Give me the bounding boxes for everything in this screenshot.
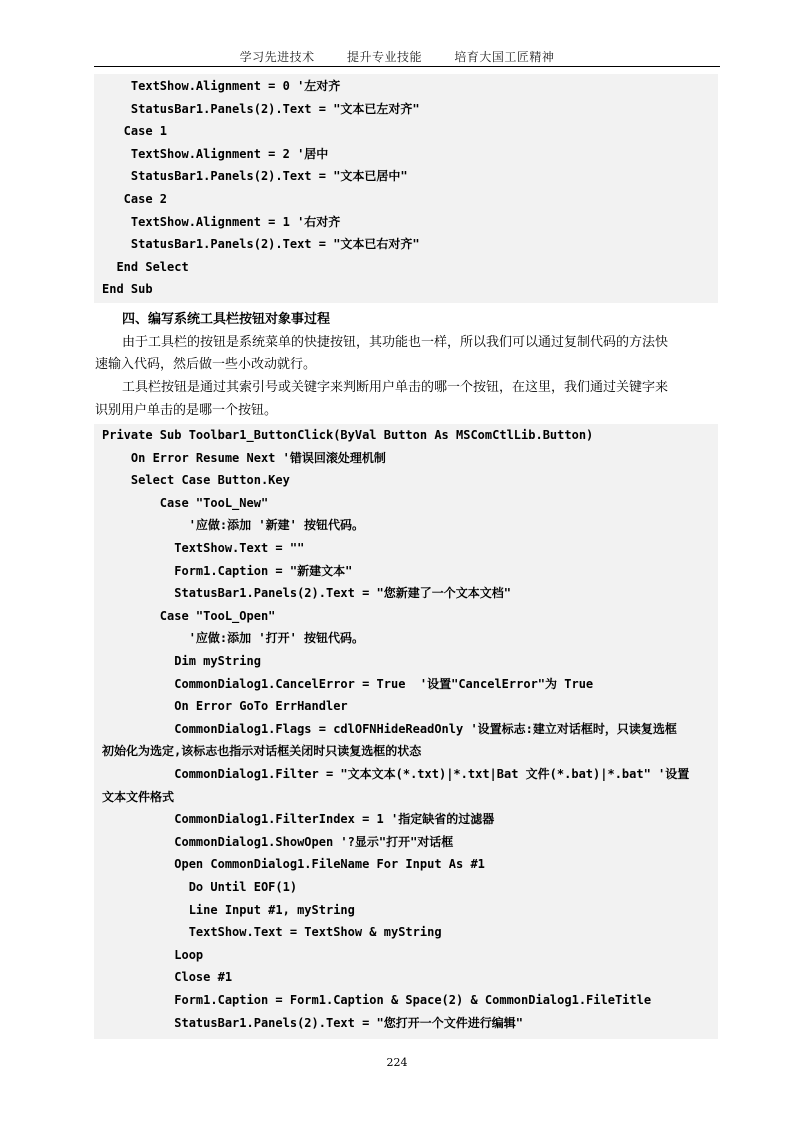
code-line: On Error Resume Next '错误回滚处理机制 [102,450,386,465]
paragraph-1-line-1: 由于工具栏的按钮是系统菜单的快捷按钮，其功能也一样，所以我们可以通过复制代码的方法快 [122,335,669,350]
paragraph-1-line-2: 速输入代码，然后做一些小改动就行。 [95,357,317,372]
code-line: StatusBar1.Panels(2).Text = "您打开一个文件进行编辑" [102,1015,523,1030]
code-block-2 [94,424,718,1039]
code-line: CommonDialog1.ShowOpen '?显示"打开"对话框 [102,834,454,849]
code-block-1 [94,74,718,303]
code-line: CommonDialog1.Flags = cdlOFNHideReadOnly '设置标志:建立对话框时，只读复选框 [102,721,677,736]
code-line: StatusBar1.Panels(2).Text = "文本已居中" [102,169,408,184]
code-line: Line Input #1, myString [102,902,355,917]
page-header [0,48,794,65]
code-line: TextShow.Alignment = 2 '居中 [102,146,329,161]
code-line: Close #1 [102,970,233,985]
code-line: Private Sub Toolbar1_ButtonClick(ByVal Button As MSComCtlLib.Button) [102,428,594,442]
code-line: End Sub [102,282,153,297]
header-item-1: 学习先进技术 [239,50,315,64]
code-line: Open CommonDialog1.FileName For Input As #1 [102,857,485,872]
code-line: Case "TooL_New" [102,495,269,510]
code-line: TextShow.Alignment = 1 '右对齐 [102,214,341,229]
code-line: 初始化为选定,该标志也指示对话框关闭时只读复选框的状态 [102,744,422,759]
code-line: TextShow.Alignment = 0 '左对齐 [102,79,341,93]
code-line: Select Case Button.Key [102,473,290,488]
code-line: 文本文件格式 [102,789,175,804]
code-line: On Error GoTo ErrHandler [102,699,348,714]
paragraph-2-line-2: 识别用户单击的是哪一个按钮。 [95,403,278,418]
code-line: Form1.Caption = "新建文本" [102,563,353,578]
header-item-3: 培育大国工匠精神 [454,50,555,64]
header-item-2: 提升专业技能 [346,50,422,64]
code-line: StatusBar1.Panels(2).Text = "文本已左对齐" [102,101,420,116]
code-line: CommonDialog1.FilterIndex = 1 '指定缺省的过滤器 [102,812,495,827]
code-line: StatusBar1.Panels(2).Text = "您新建了一个文本文档" [102,586,511,601]
section-heading: 四、编写系统工具栏按钮对象事过程 [122,312,331,327]
code-line: CommonDialog1.CancelError = True '设置"CancelError"为 True [102,676,594,691]
code-line: CommonDialog1.Filter = "文本文本(*.txt)|*.txt|Bat 文件(*.bat)|*.bat" '设置 [102,767,690,781]
code-line: Case "TooL_Open" [102,608,276,623]
code-line: Case 2 [102,192,168,206]
code-line: Dim myString [102,654,261,668]
code-line: Case 1 [102,124,168,139]
page-number: 224 [386,1056,408,1069]
code-line: '应做:添加 '新建' 按钮代码。 [102,518,365,533]
code-line: End Select [102,259,189,274]
header-rule [94,66,720,67]
code-line: Loop [102,947,204,962]
code-line: Form1.Caption = Form1.Caption & Space(2) & CommonDialog1.FileTitle [102,993,652,1007]
code-line: StatusBar1.Panels(2).Text = "文本已右对齐" [102,237,420,252]
paragraph-2-line-1: 工具栏按钮是通过其索引号或关键字来判断用户单击的哪一个按钮，在这里，我们通过关键字来 [122,380,669,395]
code-line: '应做:添加 '打开' 按钮代码。 [102,631,365,646]
code-line: TextShow.Text = TextShow & myString [102,925,442,940]
code-line: Do Until EOF(1) [102,880,298,894]
code-line: TextShow.Text = "" [102,541,305,555]
